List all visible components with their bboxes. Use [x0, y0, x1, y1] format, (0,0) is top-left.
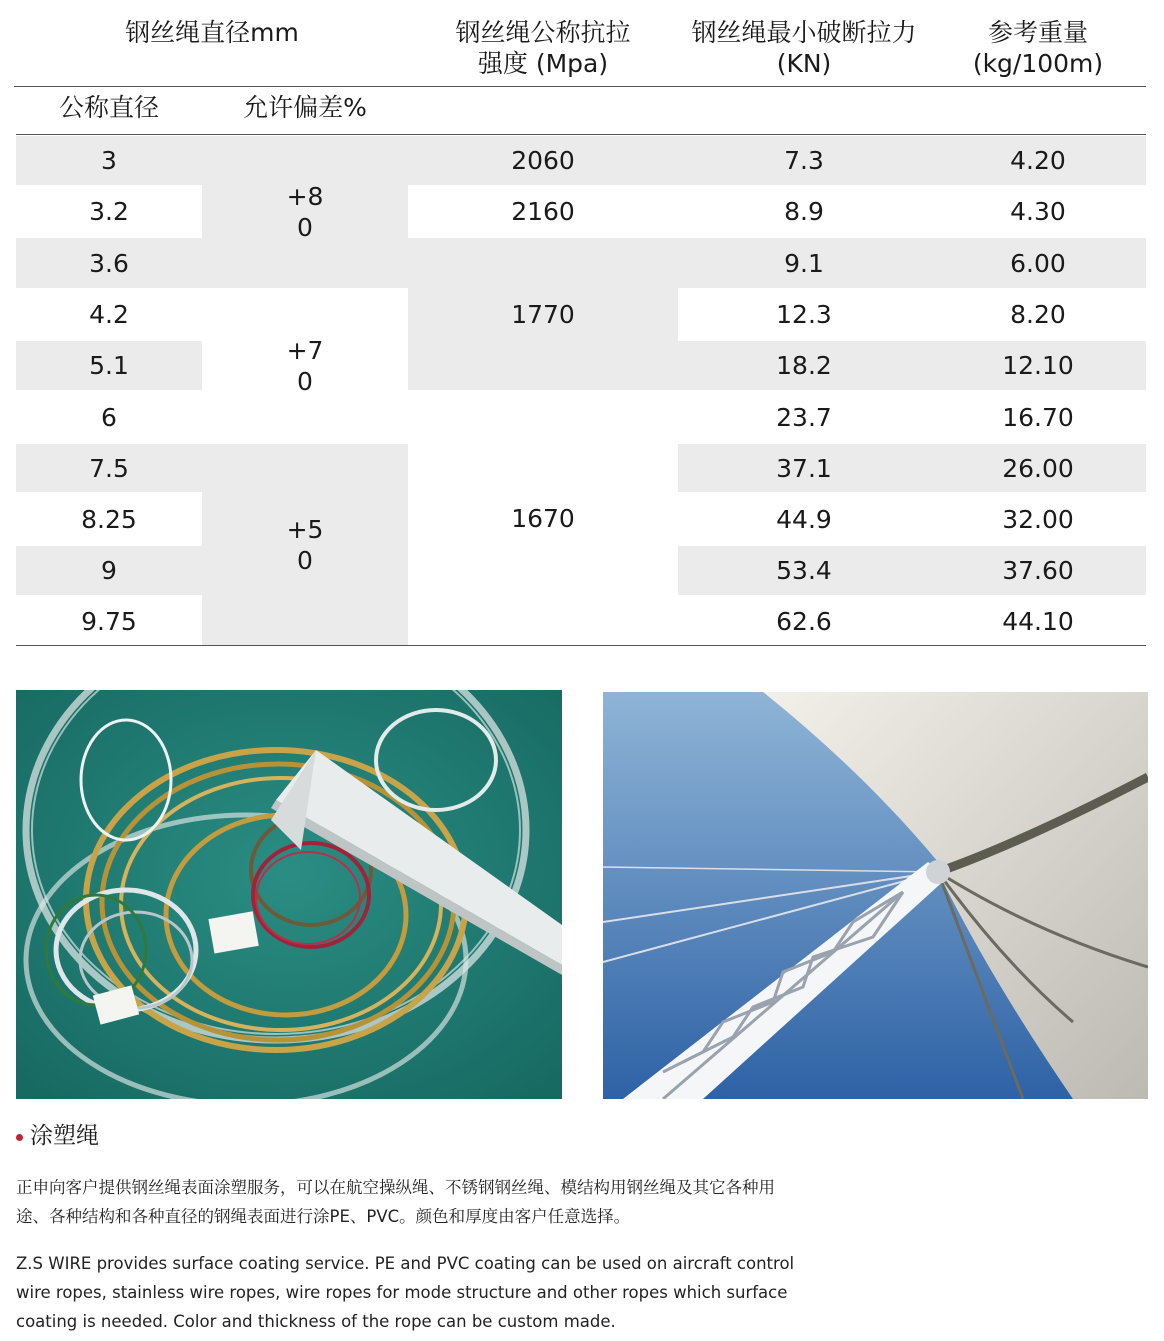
- cell-weight: 44.10: [1002, 606, 1074, 636]
- cell-tolerance: [202, 136, 408, 288]
- cell-nominal-diameter: 4.2: [89, 300, 129, 329]
- section-title: 涂塑绳: [30, 1123, 99, 1149]
- section-bullet-icon: [16, 1134, 23, 1141]
- header-weight-line2: (kg/100m): [972, 49, 1104, 78]
- tolerance-bottom: 0: [297, 545, 313, 575]
- header-weight-line1: 参考重量: [987, 18, 1088, 47]
- cell-nominal-diameter: 3: [16, 136, 202, 185]
- tolerance-top: +5: [286, 514, 324, 544]
- header-breaking-force: [678, 17, 930, 79]
- description-english: [16, 1249, 794, 1336]
- cell-breaking-force: 53.4: [678, 546, 930, 595]
- header-breaking-line2: (KN): [776, 49, 832, 78]
- cell-tolerance: [202, 290, 408, 442]
- cell-breaking-force: 7.3: [678, 136, 930, 185]
- description-chinese-line1: 正申向客户提供钢丝绳表面涂塑服务，可以在航空操纵绳、不锈钢钢丝绳、模结构用钢丝绳及其它各种用: [16, 1178, 775, 1197]
- cell-tensile-strength: 1770: [408, 238, 678, 390]
- cell-weight: 26.00: [930, 444, 1146, 492]
- cell-breaking-force: 9.1: [678, 238, 930, 288]
- cell-nominal-diameter: 9: [16, 546, 202, 595]
- cell-weight: 6.00: [930, 238, 1146, 288]
- cell-nominal-diameter: 7.5: [16, 444, 202, 492]
- cell-breaking-force: 62.6: [776, 606, 832, 636]
- cell-breaking-force: 44.9: [776, 504, 832, 534]
- header-nominal-diameter: 公称直径: [58, 93, 159, 122]
- table-bottom-rule: [16, 645, 1146, 646]
- membrane-structure-mast-photo: [603, 692, 1148, 1099]
- cell-weight: 32.00: [1002, 504, 1074, 534]
- header-breaking-line1: 钢丝绳最小破断拉力: [691, 18, 917, 47]
- cell-weight: 4.30: [1010, 196, 1066, 226]
- cell-nominal-diameter: 8.25: [81, 504, 137, 534]
- header-weight: [930, 17, 1146, 79]
- header-strength-line1: 钢丝绳公称抗拉: [455, 18, 631, 47]
- description-english-line3: coating is needed. Color and thickness of the rope can be custom made.: [16, 1312, 616, 1331]
- cell-tolerance: [202, 444, 408, 645]
- cell-nominal-diameter: 5.1: [16, 341, 202, 390]
- header-diameter-group: 钢丝绳直径mm: [125, 18, 299, 47]
- header-strength-line2: 强度 (Mpa): [477, 49, 609, 78]
- cell-tensile-strength: 2160: [511, 196, 575, 226]
- header-rule: [14, 86, 1146, 87]
- header-tolerance: 允许偏差%: [243, 93, 367, 122]
- cell-nominal-diameter: 6: [101, 402, 117, 432]
- cell-weight: 8.20: [1010, 300, 1066, 329]
- header-strength: [408, 17, 678, 79]
- cell-nominal-diameter: 9.75: [81, 606, 137, 636]
- cell-breaking-force: 8.9: [784, 196, 824, 226]
- cell-tensile-strength: 2060: [408, 136, 678, 185]
- cell-weight: 16.70: [1002, 402, 1074, 432]
- cell-weight: 12.10: [930, 341, 1146, 390]
- description-english-line2: wire ropes, stainless wire ropes, wire ropes for mode structure and other ropes which surface: [16, 1283, 788, 1302]
- description-chinese-line2: 途、各种结构和各种直径的钢绳表面进行涂PE、PVC。颜色和厚度由客户任意选择。: [16, 1207, 631, 1226]
- cell-weight: 4.20: [930, 136, 1146, 185]
- cell-nominal-diameter: 3.2: [89, 196, 129, 226]
- cell-tensile-strength: 1670: [511, 504, 575, 533]
- description-chinese: [16, 1173, 775, 1231]
- tolerance-top: +7: [286, 336, 324, 365]
- cell-breaking-force: 18.2: [678, 341, 930, 390]
- coated-wire-coils-photo: [16, 690, 562, 1099]
- tolerance-bottom: 0: [297, 367, 313, 396]
- tolerance-bottom: 0: [297, 213, 313, 242]
- cell-weight: 37.60: [930, 546, 1146, 595]
- cell-breaking-force: 37.1: [678, 444, 930, 492]
- cell-breaking-force: 12.3: [776, 300, 832, 329]
- tolerance-top: +8: [286, 182, 324, 211]
- cell-nominal-diameter: 3.6: [16, 238, 202, 288]
- description-english-line1: Z.S WIRE provides surface coating service. PE and PVC coating can be used on aircraft control: [16, 1254, 795, 1273]
- cell-breaking-force: 23.7: [776, 402, 832, 432]
- subheader-rule: [16, 134, 1146, 135]
